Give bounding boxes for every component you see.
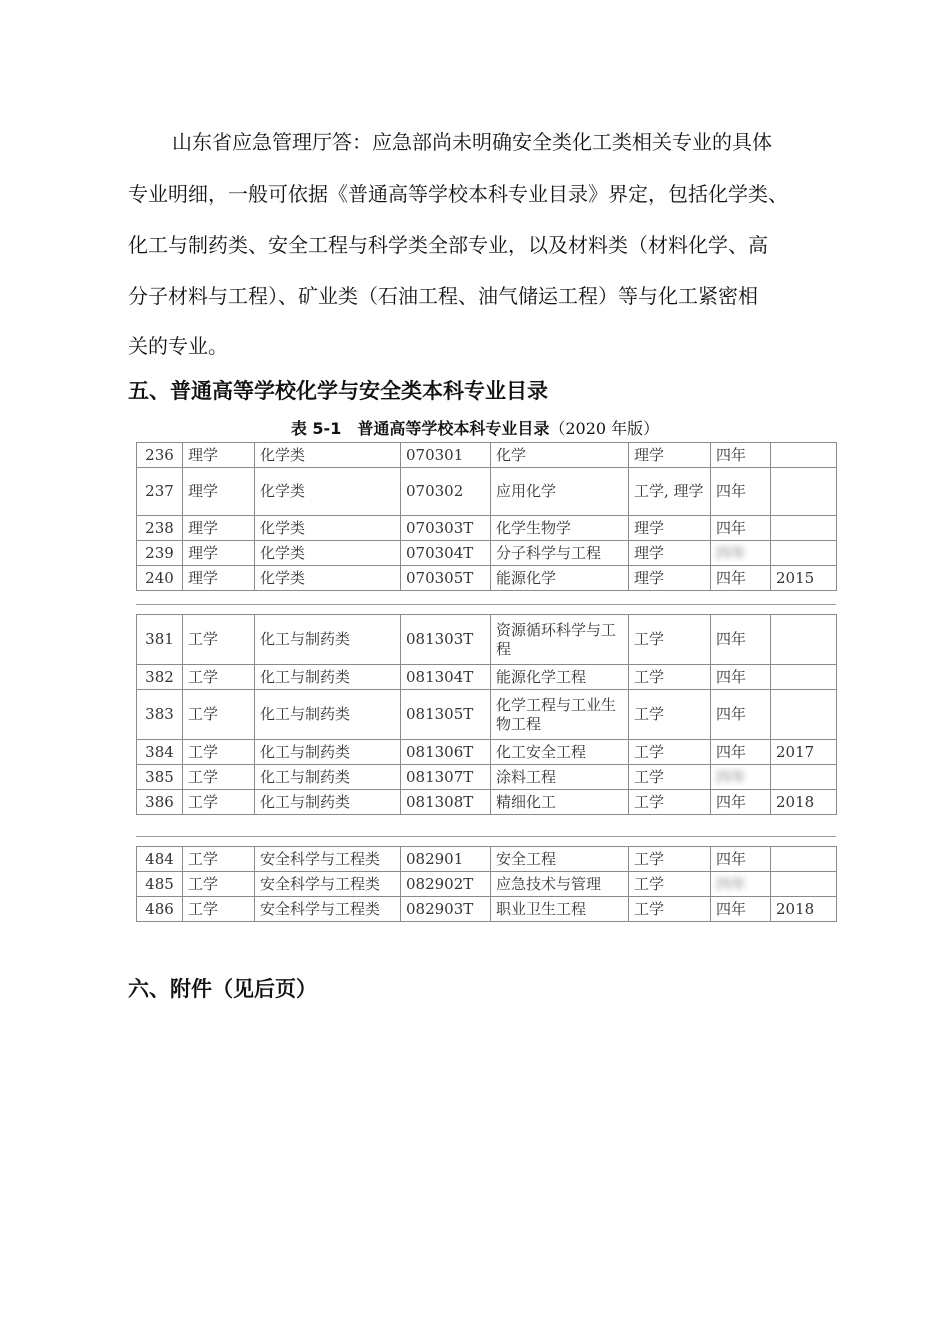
cell-degree: 工学 [629, 897, 711, 922]
cell-category: 安全科学与工程类 [255, 847, 401, 872]
cell-major: 应用化学 [491, 468, 629, 516]
catalog-table-chemical-engineering [136, 614, 837, 815]
table-row [137, 872, 837, 897]
cell-degree: 理学 [629, 541, 711, 566]
table-row [137, 740, 837, 765]
cell-duration: 四年 [711, 690, 771, 740]
cell-discipline: 理学 [183, 516, 255, 541]
cell-discipline: 工学 [183, 765, 255, 790]
cell-code: 081304T [401, 665, 491, 690]
table-row [137, 765, 837, 790]
cell-degree: 工学 [629, 740, 711, 765]
cell-seq: 385 [137, 765, 183, 790]
cell-category: 化工与制药类 [255, 765, 401, 790]
cell-major: 化学 [491, 443, 629, 468]
table-divider [136, 604, 836, 605]
cell-duration: 四年 [711, 566, 771, 591]
cell-category: 化工与制药类 [255, 740, 401, 765]
cell-seq: 237 [137, 468, 183, 516]
cell-degree: 工学 [629, 665, 711, 690]
cell-major: 安全工程 [491, 847, 629, 872]
cell-code: 070305T [401, 566, 491, 591]
catalog-table-chemistry [136, 442, 837, 591]
cell-major: 精细化工 [491, 790, 629, 815]
table-divider [136, 836, 836, 837]
cell-duration: 四年 [711, 897, 771, 922]
table-row [137, 443, 837, 468]
cell-major: 职业卫生工程 [491, 897, 629, 922]
catalog-table-safety [136, 846, 837, 922]
cell-seq: 240 [137, 566, 183, 591]
cell-major: 应急技术与管理 [491, 872, 629, 897]
cell-degree: 工学 [629, 847, 711, 872]
cell-duration: 四年 [711, 765, 771, 790]
cell-category: 化学类 [255, 566, 401, 591]
table-row [137, 847, 837, 872]
table-row [137, 615, 837, 665]
cell-discipline: 理学 [183, 468, 255, 516]
cell-category: 安全科学与工程类 [255, 897, 401, 922]
cell-code: 081305T [401, 690, 491, 740]
paragraph-line: 专业明细，一般可依据《普通高等学校本科专业目录》界定，包括化学类、 [128, 182, 788, 206]
cell-duration: 四年 [711, 516, 771, 541]
cell-seq: 486 [137, 897, 183, 922]
cell-code: 082902T [401, 872, 491, 897]
cell-duration: 四年 [711, 443, 771, 468]
cell-seq: 238 [137, 516, 183, 541]
cell-code: 070304T [401, 541, 491, 566]
cell-discipline: 工学 [183, 740, 255, 765]
cell-year [771, 443, 837, 468]
cell-code: 070303T [401, 516, 491, 541]
cell-code: 082903T [401, 897, 491, 922]
section-heading-5: 五、普通高等学校化学与安全类本科专业目录 [128, 379, 548, 403]
cell-code: 070301 [401, 443, 491, 468]
cell-code: 082901 [401, 847, 491, 872]
cell-discipline: 工学 [183, 665, 255, 690]
cell-seq: 382 [137, 665, 183, 690]
cell-year [771, 665, 837, 690]
cell-discipline: 工学 [183, 615, 255, 665]
cell-discipline: 工学 [183, 897, 255, 922]
cell-category: 化工与制药类 [255, 790, 401, 815]
cell-degree: 工学 [629, 872, 711, 897]
cell-discipline: 工学 [183, 872, 255, 897]
cell-year: 2018 [771, 897, 837, 922]
table-caption-label: 表 5-1 普通高等学校本科专业目录 [290, 419, 550, 438]
cell-year [771, 765, 837, 790]
cell-duration: 四年 [711, 615, 771, 665]
table-row [137, 516, 837, 541]
cell-category: 安全科学与工程类 [255, 872, 401, 897]
cell-code: 081306T [401, 740, 491, 765]
cell-discipline: 工学 [183, 847, 255, 872]
cell-major: 资源循环科学与工程 [491, 615, 629, 665]
cell-degree: 工学, 理学 [629, 468, 711, 516]
table-row [137, 566, 837, 591]
section-heading-6: 六、附件（见后页） [128, 977, 317, 1001]
cell-degree: 工学 [629, 765, 711, 790]
cell-year [771, 847, 837, 872]
cell-seq: 239 [137, 541, 183, 566]
cell-seq: 383 [137, 690, 183, 740]
table-row [137, 897, 837, 922]
cell-seq: 485 [137, 872, 183, 897]
cell-major: 能源化学 [491, 566, 629, 591]
cell-discipline: 理学 [183, 443, 255, 468]
cell-category: 化工与制药类 [255, 665, 401, 690]
cell-year: 2015 [771, 566, 837, 591]
cell-year [771, 516, 837, 541]
cell-code: 070302 [401, 468, 491, 516]
table-row [137, 541, 837, 566]
cell-year: 2017 [771, 740, 837, 765]
table-row [137, 468, 837, 516]
cell-duration: 四年 [711, 541, 771, 566]
cell-degree: 工学 [629, 790, 711, 815]
table-row [137, 790, 837, 815]
cell-category: 化学类 [255, 516, 401, 541]
paragraph-line: 分子材料与工程）、矿业类（石油工程、油气储运工程）等与化工紧密相 [128, 284, 758, 308]
cell-major: 化学生物学 [491, 516, 629, 541]
table-row [137, 665, 837, 690]
cell-year [771, 872, 837, 897]
cell-seq: 386 [137, 790, 183, 815]
paragraph-line: 化工与制药类、安全工程与科学类全部专业，以及材料类（材料化学、高 [128, 233, 768, 257]
cell-duration: 四年 [711, 847, 771, 872]
paragraph-line: 关的专业。 [128, 334, 228, 358]
cell-degree: 理学 [629, 443, 711, 468]
cell-discipline: 理学 [183, 566, 255, 591]
table-row [137, 690, 837, 740]
cell-code: 081303T [401, 615, 491, 665]
table-caption [0, 418, 950, 440]
cell-seq: 384 [137, 740, 183, 765]
cell-category: 化学类 [255, 443, 401, 468]
cell-degree: 工学 [629, 690, 711, 740]
cell-seq: 381 [137, 615, 183, 665]
cell-major: 化工安全工程 [491, 740, 629, 765]
cell-degree: 理学 [629, 566, 711, 591]
cell-year [771, 541, 837, 566]
cell-code: 081307T [401, 765, 491, 790]
cell-duration: 四年 [711, 468, 771, 516]
cell-category: 化学类 [255, 468, 401, 516]
table-caption-edition: （2020 年版） [549, 419, 660, 438]
cell-major: 涂料工程 [491, 765, 629, 790]
cell-discipline: 工学 [183, 690, 255, 740]
cell-duration: 四年 [711, 740, 771, 765]
cell-code: 081308T [401, 790, 491, 815]
cell-major: 化学工程与工业生物工程 [491, 690, 629, 740]
cell-category: 化学类 [255, 541, 401, 566]
cell-seq: 236 [137, 443, 183, 468]
cell-seq: 484 [137, 847, 183, 872]
cell-discipline: 工学 [183, 790, 255, 815]
cell-degree: 理学 [629, 516, 711, 541]
cell-year [771, 690, 837, 740]
cell-category: 化工与制药类 [255, 690, 401, 740]
cell-major: 分子科学与工程 [491, 541, 629, 566]
cell-duration: 四年 [711, 872, 771, 897]
cell-year: 2018 [771, 790, 837, 815]
cell-discipline: 理学 [183, 541, 255, 566]
cell-degree: 工学 [629, 615, 711, 665]
cell-category: 化工与制药类 [255, 615, 401, 665]
paragraph-line: 山东省应急管理厅答：应急部尚未明确安全类化工类相关专业的具体 [172, 130, 772, 154]
cell-year [771, 615, 837, 665]
cell-major: 能源化学工程 [491, 665, 629, 690]
cell-duration: 四年 [711, 790, 771, 815]
cell-year [771, 468, 837, 516]
cell-duration: 四年 [711, 665, 771, 690]
